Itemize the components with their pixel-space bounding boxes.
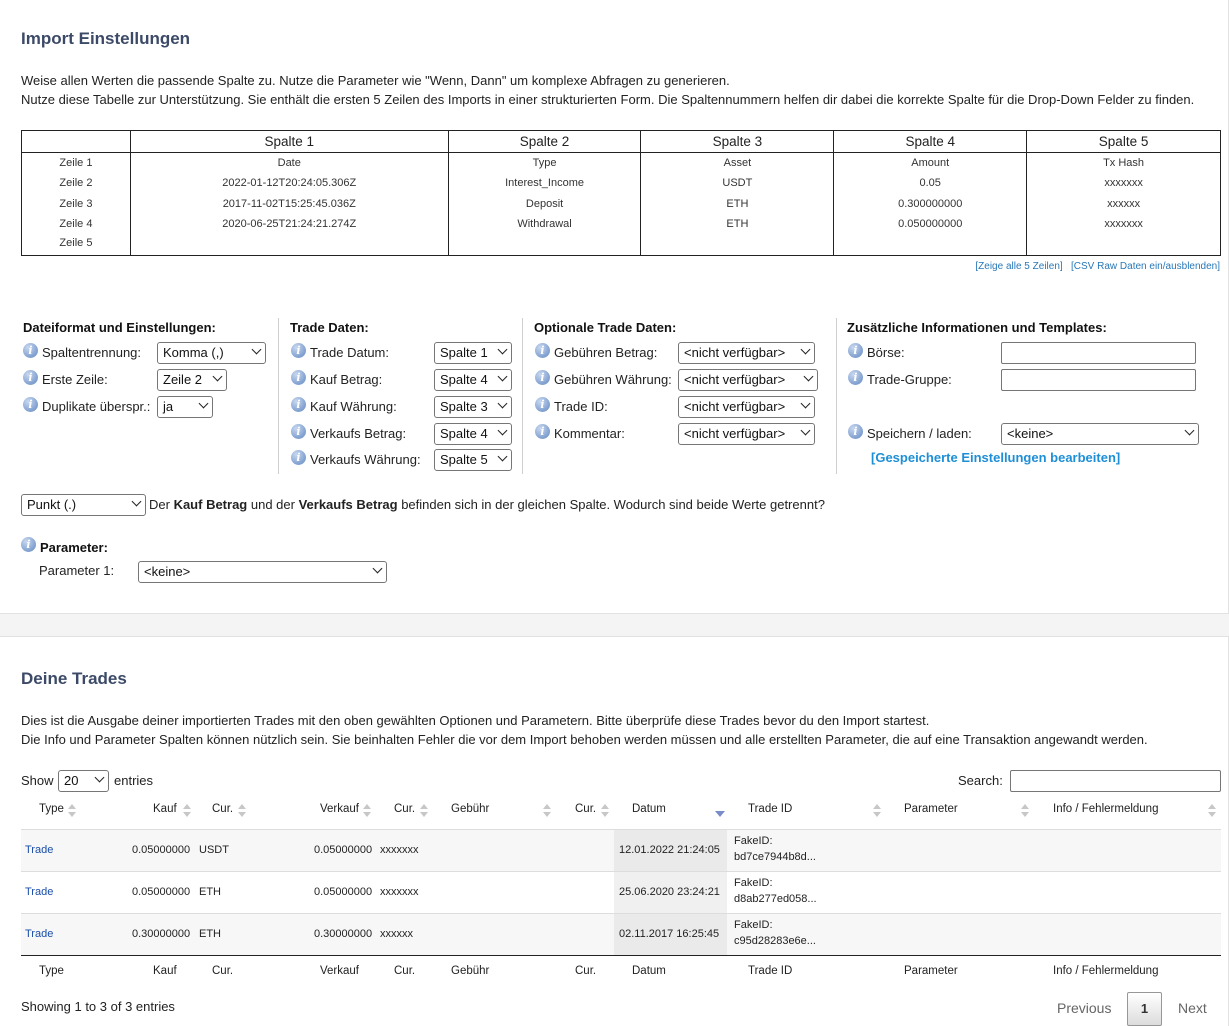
- foot-type: Type: [39, 965, 64, 977]
- row-verkauf: 0.05000000: [314, 844, 373, 856]
- preview-header: Spalte 1: [130, 131, 448, 153]
- chevron-down-icon: [499, 424, 506, 444]
- preview-cell: 2022-01-12T20:24:05.306Z: [130, 173, 448, 194]
- preview-header-row: [22, 131, 1221, 153]
- preview-cell: 2017-11-02T15:25:45.036Z: [130, 194, 448, 215]
- info-icon[interactable]: i: [23, 397, 38, 412]
- row-type-link[interactable]: Trade: [25, 844, 54, 856]
- col-parameter[interactable]: Parameter: [904, 803, 958, 815]
- preview-cell: Zeile 1: [59, 157, 93, 169]
- sell-currency-select[interactable]: [434, 449, 512, 471]
- chevron-down-icon: [802, 343, 809, 363]
- separator-question-mid: und der: [247, 497, 299, 512]
- preview-cell: Zeile 4: [59, 218, 93, 231]
- row-id-line1: FakeID:: [734, 835, 773, 847]
- sort-icon[interactable]: [363, 804, 371, 818]
- info-icon[interactable]: i: [291, 397, 306, 412]
- col-type[interactable]: Type: [39, 803, 64, 815]
- separator-question-post: befinden sich in der gleichen Spalte. Wodurch sind beide Werte getrennt?: [397, 497, 825, 512]
- sort-icon[interactable]: [183, 804, 191, 818]
- sell-currency-label: Verkaufs Währung:: [310, 452, 421, 467]
- row-verkauf: 0.05000000: [314, 886, 373, 898]
- info-icon[interactable]: i: [291, 424, 306, 439]
- preview-cell: 0.300000000: [834, 194, 1027, 215]
- separator-select[interactable]: [157, 342, 266, 364]
- chevron-down-icon: [1186, 424, 1193, 444]
- preview-cell: Withdrawal: [448, 214, 641, 235]
- buy-amount-label: Kauf Betrag:: [310, 372, 383, 387]
- sort-desc-icon[interactable]: [715, 806, 723, 820]
- trade-id-select[interactable]: [678, 396, 815, 418]
- trades-table-footer: [21, 955, 1221, 988]
- chevron-down-icon: [253, 343, 260, 363]
- sort-icon[interactable]: [420, 804, 428, 818]
- foot-gebuehr: Gebühr: [451, 965, 490, 977]
- csv-raw-toggle-link[interactable]: [CSV Raw Daten ein/ausblenden]: [1071, 261, 1220, 272]
- buy-amount-select-value: Spalte 4: [440, 372, 488, 387]
- sort-icon[interactable]: [68, 804, 76, 818]
- col-verkauf[interactable]: Verkauf: [320, 803, 359, 815]
- col-datum[interactable]: Datum: [632, 803, 666, 815]
- row-id-line1: FakeID:: [734, 877, 773, 889]
- col-verkauf-cur[interactable]: Cur.: [394, 803, 416, 815]
- separator-label: Spaltentrennung:: [42, 345, 142, 360]
- trade-group-input[interactable]: [1001, 369, 1196, 391]
- preview-cell: Asset: [641, 153, 834, 174]
- foot-gebuehr-cur: Cur.: [575, 965, 597, 977]
- chevron-down-icon: [374, 562, 381, 582]
- row-id-line2: c95d28283e6e...: [734, 935, 816, 947]
- row-verkauf-cur: xxxxxx: [380, 928, 413, 940]
- buy-currency-select[interactable]: [434, 396, 512, 418]
- previous-button[interactable]: Previous: [1057, 1000, 1112, 1016]
- info-icon[interactable]: i: [535, 397, 550, 412]
- save-load-select[interactable]: [1001, 423, 1199, 445]
- buy-currency-label: Kauf Währung:: [310, 399, 397, 414]
- trades-desc-line1: Dies ist die Ausgabe deiner importierten Trades mit den oben gewählten Optionen und Parametern. Bitte überprüfe diese Trades bevor du den Import startest.: [21, 713, 930, 728]
- preview-cell: Amount: [834, 153, 1027, 174]
- col-trade-id[interactable]: Trade ID: [748, 803, 793, 815]
- preview-links: [975, 261, 1220, 272]
- parameters-title: Parameter:: [40, 540, 108, 555]
- trades-panel: [0, 636, 1229, 1026]
- table-row: [21, 829, 1221, 871]
- separator-select-value: Komma (,): [163, 345, 224, 360]
- row-kauf-cur: ETH: [199, 928, 221, 940]
- chevron-down-icon: [802, 397, 809, 417]
- separator-question-buy: Kauf Betrag: [173, 497, 248, 512]
- preview-header: Spalte 4: [834, 131, 1027, 153]
- trade-date-select-value: Spalte 1: [440, 345, 488, 360]
- preview-cell: Type: [448, 153, 641, 174]
- trades-desc-line2: Die Info und Parameter Spalten können nützlich sein. Sie beinhalten Fehler die vor dem Import behoben werden müssen und alle erstellten Parameter, die auf eine Transaktion angewandt werden.: [21, 732, 1148, 747]
- row-verkauf: 0.30000000: [314, 928, 373, 940]
- chevron-down-icon: [499, 370, 506, 390]
- table-row: [21, 913, 1221, 955]
- preview-cell: Zeile 5: [59, 237, 93, 249]
- row-kauf-cur: ETH: [199, 886, 221, 898]
- next-button[interactable]: Next: [1178, 1000, 1207, 1016]
- info-icon[interactable]: i: [291, 343, 306, 358]
- preview-header: Spalte 5: [1027, 131, 1221, 153]
- sort-icon[interactable]: [873, 804, 881, 818]
- import-settings-title: Import Einstellungen: [21, 29, 191, 48]
- chevron-down-icon: [802, 424, 809, 444]
- preview-cell: [448, 235, 641, 256]
- foot-info: Info / Fehlermeldung: [1053, 965, 1159, 977]
- decimal-separator-select-value: Punkt (.): [27, 497, 77, 512]
- info-icon[interactable]: i: [535, 424, 550, 439]
- foot-verkauf-cur: Cur.: [394, 965, 416, 977]
- sort-icon[interactable]: [543, 804, 551, 818]
- preview-cell: ETH: [641, 194, 834, 215]
- section-divider: [278, 318, 279, 474]
- entries-label: entries: [114, 773, 154, 788]
- preview-cell: Deposit: [448, 194, 641, 215]
- preview-cell: Zeile 2: [59, 177, 93, 190]
- preview-row: [22, 153, 1221, 174]
- chevron-down-icon: [214, 370, 221, 390]
- preview-cell: [834, 235, 1027, 256]
- chevron-down-icon: [805, 370, 812, 390]
- import-desc-line2: Nutze diese Tabelle zur Unterstützung. Sie enthält die ersten 5 Zeilen des Imports in einer strukturierten Form. Die Spaltennummern helfen dir dabei die korrekte Spalte für die Drop-Down Felder zu finden.: [21, 92, 1195, 107]
- row-type-link[interactable]: Trade: [25, 928, 54, 940]
- info-icon[interactable]: i: [535, 343, 550, 358]
- sell-amount-label: Verkaufs Betrag:: [310, 426, 407, 441]
- row-datum: 02.11.2017 16:25:45: [619, 928, 720, 940]
- foot-datum: Datum: [632, 965, 666, 977]
- preview-cell: xxxxxx: [1027, 194, 1221, 215]
- sort-icon[interactable]: [601, 804, 609, 818]
- preview-header: [22, 131, 131, 153]
- fee-currency-label: Gebühren Währung:: [554, 372, 672, 387]
- search-label: Search:: [958, 773, 1003, 788]
- preview-header: Spalte 3: [641, 131, 834, 153]
- preview-table: [21, 130, 1221, 256]
- row-id-line2: d8ab277ed058...: [734, 893, 817, 905]
- row-kauf: 0.05000000: [132, 844, 191, 856]
- col-gebuehr[interactable]: Gebühr: [451, 803, 490, 815]
- parameter1-label: Parameter 1:: [39, 563, 115, 578]
- info-icon[interactable]: i: [291, 450, 306, 465]
- preview-cell: xxxxxxx: [1027, 214, 1221, 235]
- sort-icon[interactable]: [238, 804, 246, 818]
- first-row-select-value: Zeile 2: [163, 372, 203, 387]
- row-verkauf-cur: xxxxxxx: [380, 886, 419, 898]
- row-datum: 12.01.2022 21:24:05: [619, 844, 720, 856]
- trade-id-label: Trade ID:: [554, 399, 608, 414]
- col-kauf-cur[interactable]: Cur.: [212, 803, 234, 815]
- parameter1-select[interactable]: [138, 561, 387, 583]
- info-icon[interactable]: i: [23, 343, 38, 358]
- foot-kauf: Kauf: [153, 965, 177, 977]
- comment-label: Kommentar:: [554, 426, 625, 441]
- optional-data-title: Optionale Trade Daten:: [534, 320, 677, 335]
- sell-currency-select-value: Spalte 5: [440, 452, 488, 467]
- chevron-down-icon: [96, 771, 103, 791]
- duplicates-select[interactable]: [157, 396, 213, 418]
- preview-row: [22, 214, 1221, 235]
- trade-id-select-value: <nicht verfügbar>: [684, 399, 786, 414]
- separator-question-sell: Verkaufs Betrag: [298, 497, 398, 512]
- first-row-select[interactable]: [157, 369, 227, 391]
- chevron-down-icon: [200, 397, 207, 417]
- foot-trade-id: Trade ID: [748, 965, 793, 977]
- fee-amount-label: Gebühren Betrag:: [554, 345, 658, 360]
- preview-cell: xxxxxxx: [1027, 173, 1221, 194]
- additional-info-title: Zusätzliche Informationen und Templates:: [847, 320, 1107, 335]
- section-divider: [836, 318, 837, 474]
- col-kauf[interactable]: Kauf: [153, 803, 177, 815]
- sell-amount-select-value: Spalte 4: [440, 426, 488, 441]
- comment-select-value: <nicht verfügbar>: [684, 426, 786, 441]
- preview-cell: Date: [130, 153, 448, 174]
- duplicates-label: Duplikate überspr.:: [42, 399, 151, 414]
- buy-amount-select[interactable]: [434, 369, 512, 391]
- chevron-down-icon: [499, 450, 506, 470]
- show-all-rows-link[interactable]: [Zeige alle 5 Zeilen]: [975, 261, 1063, 272]
- buy-currency-select-value: Spalte 3: [440, 399, 488, 414]
- sort-icon[interactable]: [1021, 804, 1029, 818]
- sort-icon[interactable]: [1208, 804, 1216, 818]
- col-gebuehr-cur[interactable]: Cur.: [575, 803, 597, 815]
- show-label: Show: [21, 773, 54, 788]
- fee-currency-select-value: <nicht verfügbar>: [684, 372, 786, 387]
- fee-amount-select-value: <nicht verfügbar>: [684, 345, 786, 360]
- chevron-down-icon: [499, 343, 506, 363]
- trade-data-title: Trade Daten:: [290, 320, 369, 335]
- row-type-link[interactable]: Trade: [25, 886, 54, 898]
- info-icon[interactable]: i: [848, 424, 863, 439]
- page-1-button[interactable]: 1: [1127, 992, 1162, 1026]
- preview-cell: 0.05: [834, 173, 1027, 194]
- info-icon[interactable]: i: [291, 370, 306, 385]
- preview-cell: Zeile 3: [59, 197, 93, 210]
- separator-question-pre: Der: [149, 497, 174, 512]
- showing-info: Showing 1 to 3 of 3 entries: [21, 999, 175, 1014]
- preview-row: [22, 194, 1221, 215]
- import-desc-line1: Weise allen Werten die passende Spalte zu. Nutze die Parameter wie "Wenn, Dann" um komplexe Abfragen zu generieren.: [21, 73, 730, 88]
- preview-row: [22, 173, 1221, 194]
- preview-cell: [130, 235, 448, 256]
- preview-cell: [641, 235, 834, 256]
- foot-kauf-cur: Cur.: [212, 965, 234, 977]
- foot-parameter: Parameter: [904, 965, 958, 977]
- preview-header: Spalte 2: [448, 131, 641, 153]
- chevron-down-icon: [133, 495, 140, 515]
- row-id-line2: bd7ce7944b8d...: [734, 851, 816, 863]
- info-icon[interactable]: i: [535, 370, 550, 385]
- trades-title: Deine Trades: [21, 669, 127, 688]
- info-icon[interactable]: i: [848, 370, 863, 385]
- exchange-label: Börse:: [867, 345, 905, 360]
- decimal-separator-select[interactable]: [21, 494, 146, 516]
- trade-date-select[interactable]: [434, 342, 512, 364]
- fee-amount-select[interactable]: [678, 342, 815, 364]
- preview-row: [22, 235, 1221, 256]
- row-datum: 25.06.2020 23:24:21: [619, 886, 720, 898]
- trades-table-header: [21, 797, 1221, 830]
- trade-date-label: Trade Datum:: [310, 345, 389, 360]
- save-load-label: Speichern / laden:: [867, 426, 972, 441]
- trade-group-label: Trade-Gruppe:: [867, 372, 952, 387]
- preview-cell: ETH: [641, 214, 834, 235]
- preview-cell: 2020-06-25T21:24:21.274Z: [130, 214, 448, 235]
- row-verkauf-cur: xxxxxxx: [380, 844, 419, 856]
- exchange-input[interactable]: [1001, 342, 1196, 364]
- section-divider: [522, 318, 523, 474]
- preview-cell: Interest_Income: [448, 173, 641, 194]
- first-row-label: Erste Zeile:: [42, 372, 108, 387]
- search-input[interactable]: [1010, 770, 1221, 792]
- row-kauf: 0.05000000: [132, 886, 191, 898]
- col-info[interactable]: Info / Fehlermeldung: [1053, 803, 1159, 815]
- row-kauf: 0.30000000: [132, 928, 191, 940]
- preview-cell: USDT: [641, 173, 834, 194]
- preview-cell: [1027, 235, 1221, 256]
- info-icon[interactable]: i: [23, 370, 38, 385]
- info-icon[interactable]: i: [848, 343, 863, 358]
- page-length-value: 20: [64, 773, 79, 788]
- file-settings-title: Dateiformat und Einstellungen:: [23, 320, 216, 335]
- row-id-line1: FakeID:: [734, 919, 773, 931]
- edit-saved-settings-link[interactable]: [Gespeicherte Einstellungen bearbeiten]: [871, 450, 1121, 465]
- comment-select[interactable]: [678, 423, 815, 445]
- foot-verkauf: Verkauf: [320, 965, 359, 977]
- table-row: [21, 871, 1221, 913]
- preview-cell: Tx Hash: [1027, 153, 1221, 174]
- page-length-select[interactable]: [58, 770, 109, 792]
- parameter1-select-value: <keine>: [144, 564, 191, 579]
- duplicates-select-value: ja: [163, 399, 174, 414]
- chevron-down-icon: [499, 397, 506, 417]
- save-load-select-value: <keine>: [1007, 426, 1054, 441]
- sell-amount-select[interactable]: [434, 423, 512, 445]
- row-kauf-cur: USDT: [199, 844, 229, 856]
- preview-cell: 0.050000000: [834, 214, 1027, 235]
- fee-currency-select[interactable]: [678, 369, 818, 391]
- info-icon[interactable]: i: [21, 537, 36, 552]
- separator-question: [149, 497, 825, 512]
